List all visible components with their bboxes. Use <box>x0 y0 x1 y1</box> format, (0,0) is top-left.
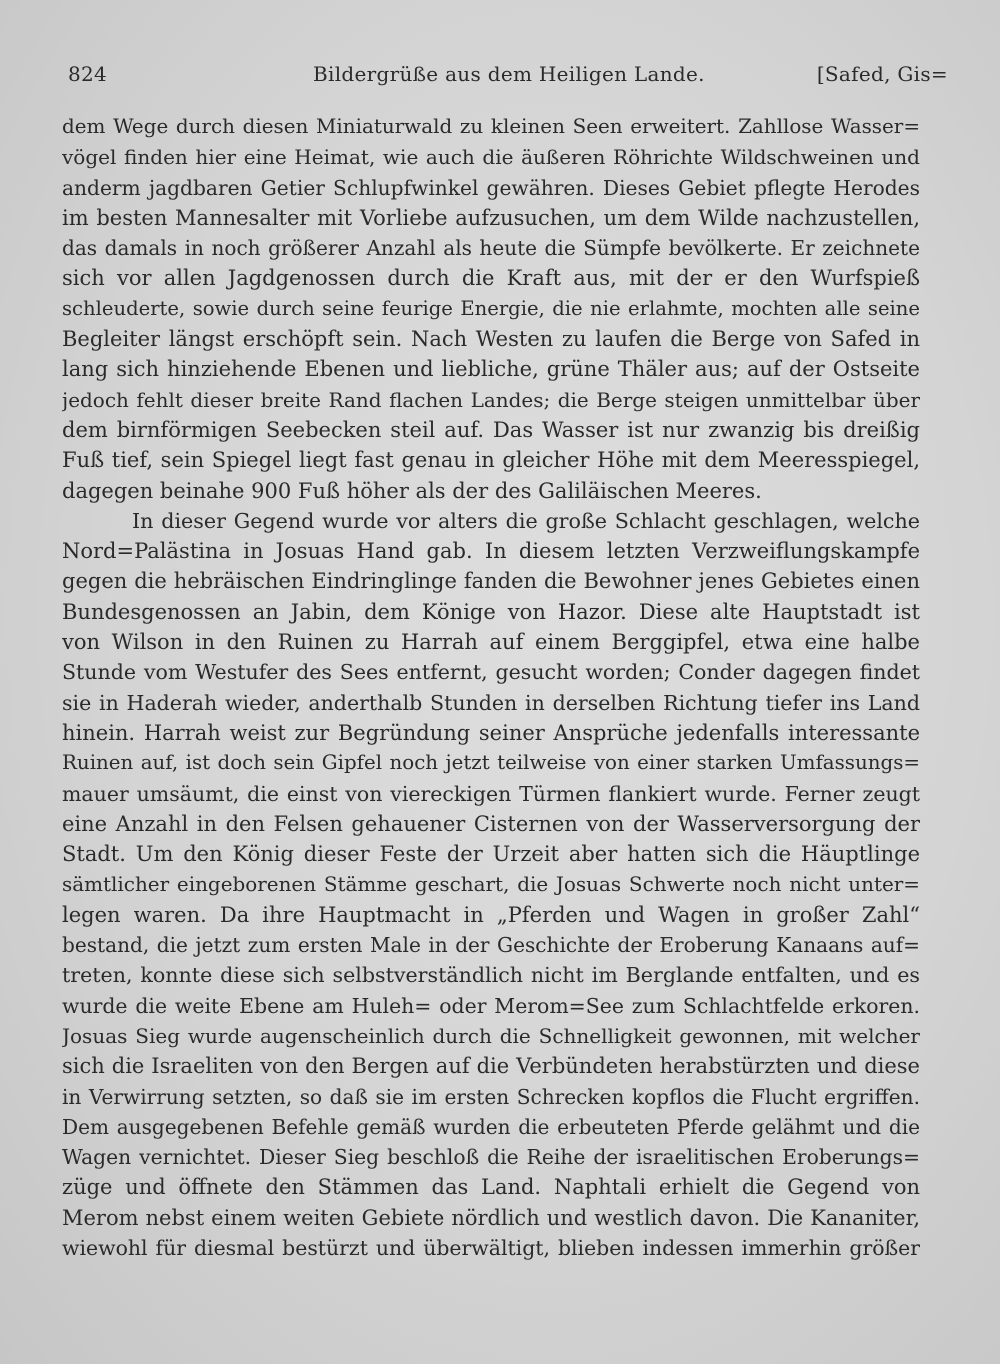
text-line: schleuderte, sowie durch seine feurige Energie, die nie erlahmte, mochten alle seine <box>62 296 920 320</box>
text-line: Merom nebst einem weiten Gebiete nördlich und westlich davon. Die Kananiter, <box>62 1205 920 1230</box>
text-line: Josuas Sieg wurde augenscheinlich durch die Schnelligkeit gewonnen, mit welcher <box>62 1023 920 1048</box>
text-line: Wagen vernichtet. Dieser Sieg beschloß die Reihe der israelitischen Eroberungs= <box>62 1145 920 1170</box>
running-title: Bildergrüße aus dem Heiligen Lande. <box>313 62 705 86</box>
text-line: lang sich hinziehende Ebenen und liebliche, grüne Thäler aus; auf der Ostseite <box>62 357 920 382</box>
text-line: treten, konnte diese sich selbstverständlich nicht im Berglande entfalten, und es <box>62 963 920 988</box>
text-line: sämtlicher eingeborenen Stämme geschart, die Josuas Schwerte noch nicht unter= <box>62 872 920 897</box>
text-line: jedoch fehlt dieser breite Rand flachen Landes; die Berge steigen unmittelbar über <box>62 387 920 412</box>
text-line: von Wilson in den Ruinen zu Harrah auf einem Berggipfel, etwa eine halbe <box>62 630 920 655</box>
section-marker: [Safed, Gis= <box>816 62 948 86</box>
text-line: wurde die weite Ebene am Huleh= oder Merom=See zum Schlachtfelde erkoren. <box>62 993 920 1018</box>
text-line: Nord=Palästina in Josuas Hand gab. In diesem letzten Verzweiflungskampfe <box>62 539 920 564</box>
text-line: in Verwirrung setzten, so daß sie im ersten Schrecken kopflos die Flucht ergriffen. <box>62 1084 920 1109</box>
text-line: sich vor allen Jagdgenossen durch die Kraft aus, mit der er den Wurfspieß <box>62 266 920 291</box>
text-line: züge und öffnete den Stämmen das Land. Naphtali erhielt die Gegend von <box>62 1175 920 1200</box>
paragraph-first-line: In dieser Gegend wurde vor alters die große Schlacht geschlagen, welche <box>132 508 920 533</box>
text-line: hinein. Harrah weist zur Begründung seiner Ansprüche jedenfalls interessante <box>62 720 920 745</box>
text-line: vögel finden hier eine Heimat, wie auch die äußeren Röhrichte Wildschweinen und <box>62 145 920 170</box>
text-line: das damals in noch größerer Anzahl als heute die Sümpfe bevölkerte. Er zeichnete <box>62 236 920 261</box>
text-line: Begleiter längst erschöpft sein. Nach Westen zu laufen die Berge von Safed in <box>62 327 920 352</box>
body-text <box>62 112 920 1263</box>
text-line: Stadt. Um den König dieser Feste der Urzeit aber hatten sich die Häuptlinge <box>62 842 920 867</box>
text-line: sie in Haderah wieder, anderthalb Stunden in derselben Richtung tiefer ins Land <box>62 690 920 715</box>
text-line: sich die Israeliten von den Bergen auf die Verbündeten herabstürzten und diese <box>62 1054 920 1079</box>
running-head <box>68 62 948 94</box>
text-line: mauer umsäumt, die einst von viereckigen Türmen flankiert wurde. Ferner zeugt <box>62 781 920 806</box>
text-line: im besten Mannesalter mit Vorliebe aufzusuchen, um dem Wilde nachzustellen, <box>62 205 920 230</box>
paragraph-last-line: dagegen beinahe 900 Fuß höher als der des Galiläischen Meeres. <box>62 478 762 503</box>
text-line: Fuß tief, sein Spiegel liegt fast genau in gleicher Höhe mit dem Meeresspiegel, <box>62 448 920 473</box>
text-line: wiewohl für diesmal bestürzt und überwältigt, blieben indessen immerhin größer <box>62 1235 920 1260</box>
text-line: Bundesgenossen an Jabin, dem Könige von Hazor. Diese alte Hauptstadt ist <box>62 599 920 624</box>
text-line: anderm jagdbaren Getier Schlupfwinkel gewähren. Dieses Gebiet pflegte Herodes <box>62 175 920 200</box>
text-line: legen waren. Da ihre Hauptmacht in „Pferden und Wagen in großer Zahl“ <box>62 902 920 927</box>
text-line: Stunde vom Westufer des Sees entfernt, gesucht worden; Conder dagegen findet <box>62 660 920 685</box>
text-line: Ruinen auf, ist doch sein Gipfel noch jetzt teilweise von einer starken Umfassungs= <box>62 751 920 775</box>
text-line: dem Wege durch diesen Miniaturwald zu kleinen Seen erweitert. Zahllose Wasser= <box>62 115 920 138</box>
text-line: bestand, die jetzt zum ersten Male in der Geschichte der Eroberung Kanaans auf= <box>62 933 920 958</box>
text-line: gegen die hebräischen Eindringlinge fanden die Bewohner jenes Gebietes einen <box>62 569 920 594</box>
text-line: dem birnförmigen Seebecken steil auf. Das Wasser ist nur zwanzig bis dreißig <box>62 417 920 442</box>
text-line: Dem ausgegebenen Befehle gemäß wurden die erbeuteten Pferde gelähmt und die <box>62 1114 920 1139</box>
page-number: 824 <box>68 62 108 86</box>
text-line: eine Anzahl in den Felsen gehauener Cisternen von der Wasserversorgung der <box>62 811 920 836</box>
